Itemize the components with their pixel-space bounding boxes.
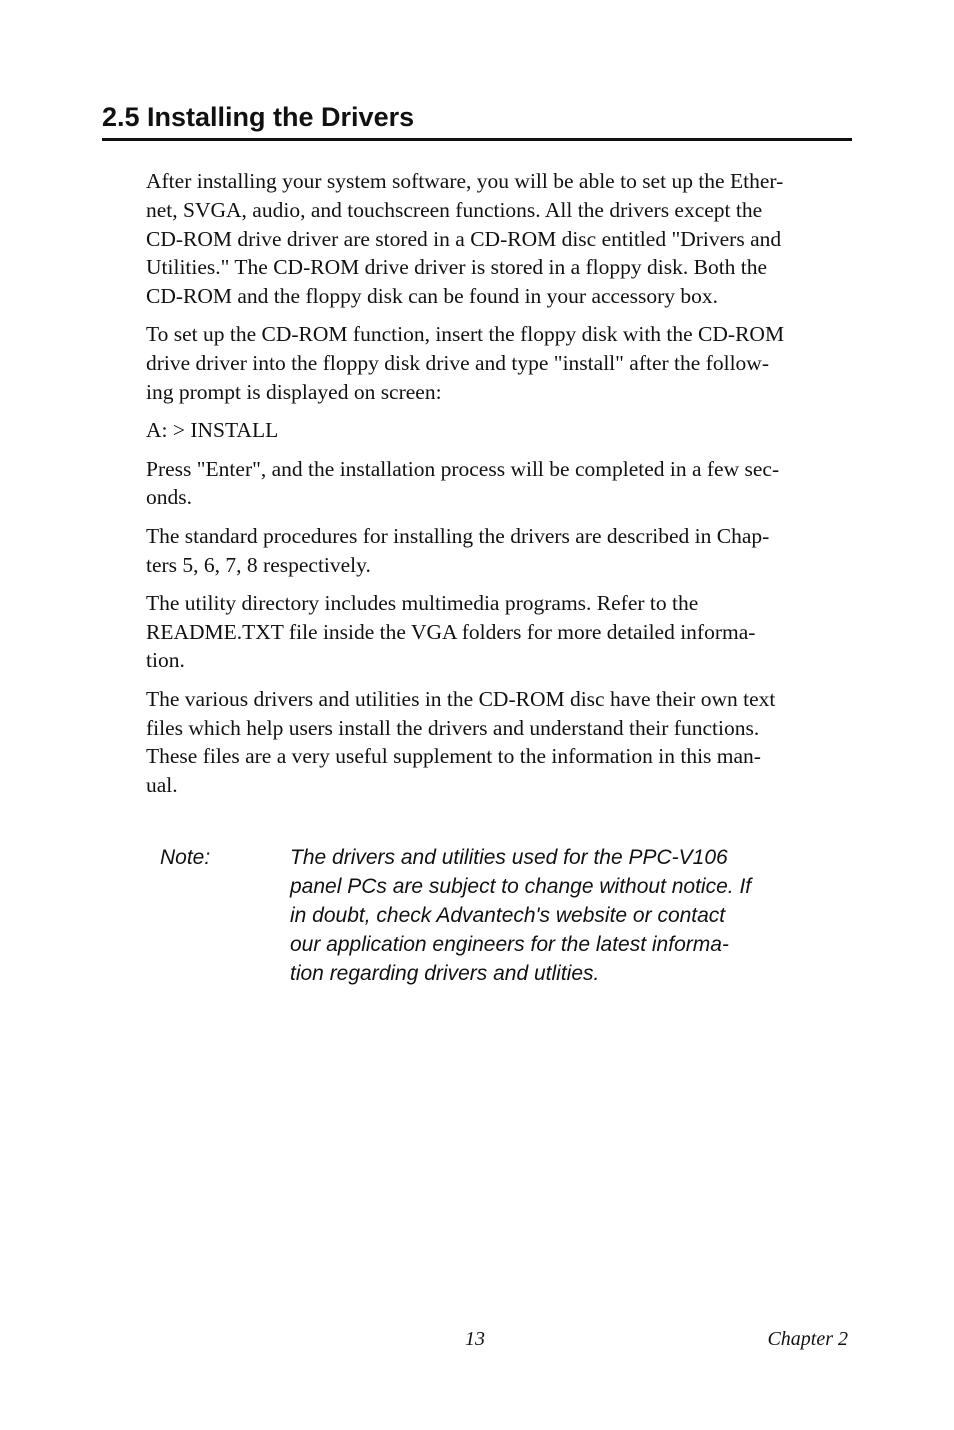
paragraph-standard-procedures	[146, 522, 852, 580]
text-line: files which help users install the drivers and understand their functions.	[146, 715, 760, 740]
text-line: Utilities." The CD-ROM drive driver is stored in a floppy disk. Both the	[146, 255, 768, 280]
note-label: Note:	[160, 846, 211, 869]
text-line: onds.	[146, 485, 192, 510]
text-line: tion.	[146, 648, 185, 673]
heading-rule	[102, 138, 852, 141]
body-text	[146, 167, 852, 809]
paragraph-cdrom-setup	[146, 320, 852, 406]
text-line: The standard procedures for installing the drivers are described in Chap-	[146, 523, 770, 548]
text-line: ing prompt is displayed on screen:	[146, 380, 442, 405]
text-line: drive driver into the floppy disk drive and type "install" after the follow-	[146, 351, 769, 376]
text-line: net, SVGA, audio, and touchscreen functions. All the drivers except the	[146, 197, 763, 222]
text-line: A: > INSTALL	[146, 418, 279, 443]
note-line: our application engineers for the latest informa-	[290, 933, 729, 956]
text-line: To set up the CD-ROM function, insert the floppy disk with the CD-ROM	[146, 322, 785, 347]
text-line: The various drivers and utilities in the CD-ROM disc have their own text	[146, 686, 776, 711]
text-line: CD-ROM and the floppy disk can be found in your accessory box.	[146, 284, 719, 309]
section-heading: 2.5 Installing the Drivers	[102, 102, 415, 132]
paragraph-drivers-intro	[146, 167, 852, 311]
page-number: 13	[465, 1328, 485, 1350]
note-line: panel PCs are subject to change without notice. If	[290, 875, 752, 898]
text-line: CD-ROM drive driver are stored in a CD-ROM disc entitled "Drivers and	[146, 226, 782, 251]
text-line: ual.	[146, 773, 178, 798]
paragraph-utility-directory	[146, 589, 852, 675]
text-line: These files are a very useful supplement to the information in this man-	[146, 744, 761, 769]
text-line: The utility directory includes multimedia programs. Refer to the	[146, 590, 699, 615]
note-line: tion regarding drivers and utlities.	[290, 962, 600, 985]
paragraph-install-command	[146, 416, 852, 445]
paragraph-text-files	[146, 685, 852, 800]
note-line: The drivers and utilities used for the PPC-V106	[290, 846, 728, 869]
text-line: Press "Enter", and the installation process will be completed in a few sec-	[146, 456, 780, 481]
chapter-label: Chapter 2	[767, 1328, 848, 1350]
note-line: in doubt, check Advantech's website or contact	[290, 904, 726, 927]
text-line: ters 5, 6, 7, 8 respectively.	[146, 552, 371, 577]
paragraph-press-enter	[146, 455, 852, 513]
text-line: README.TXT file inside the VGA folders for more detailed informa-	[146, 619, 756, 644]
text-line: After installing your system software, you will be able to set up the Ether-	[146, 169, 784, 193]
note-text	[290, 843, 830, 988]
